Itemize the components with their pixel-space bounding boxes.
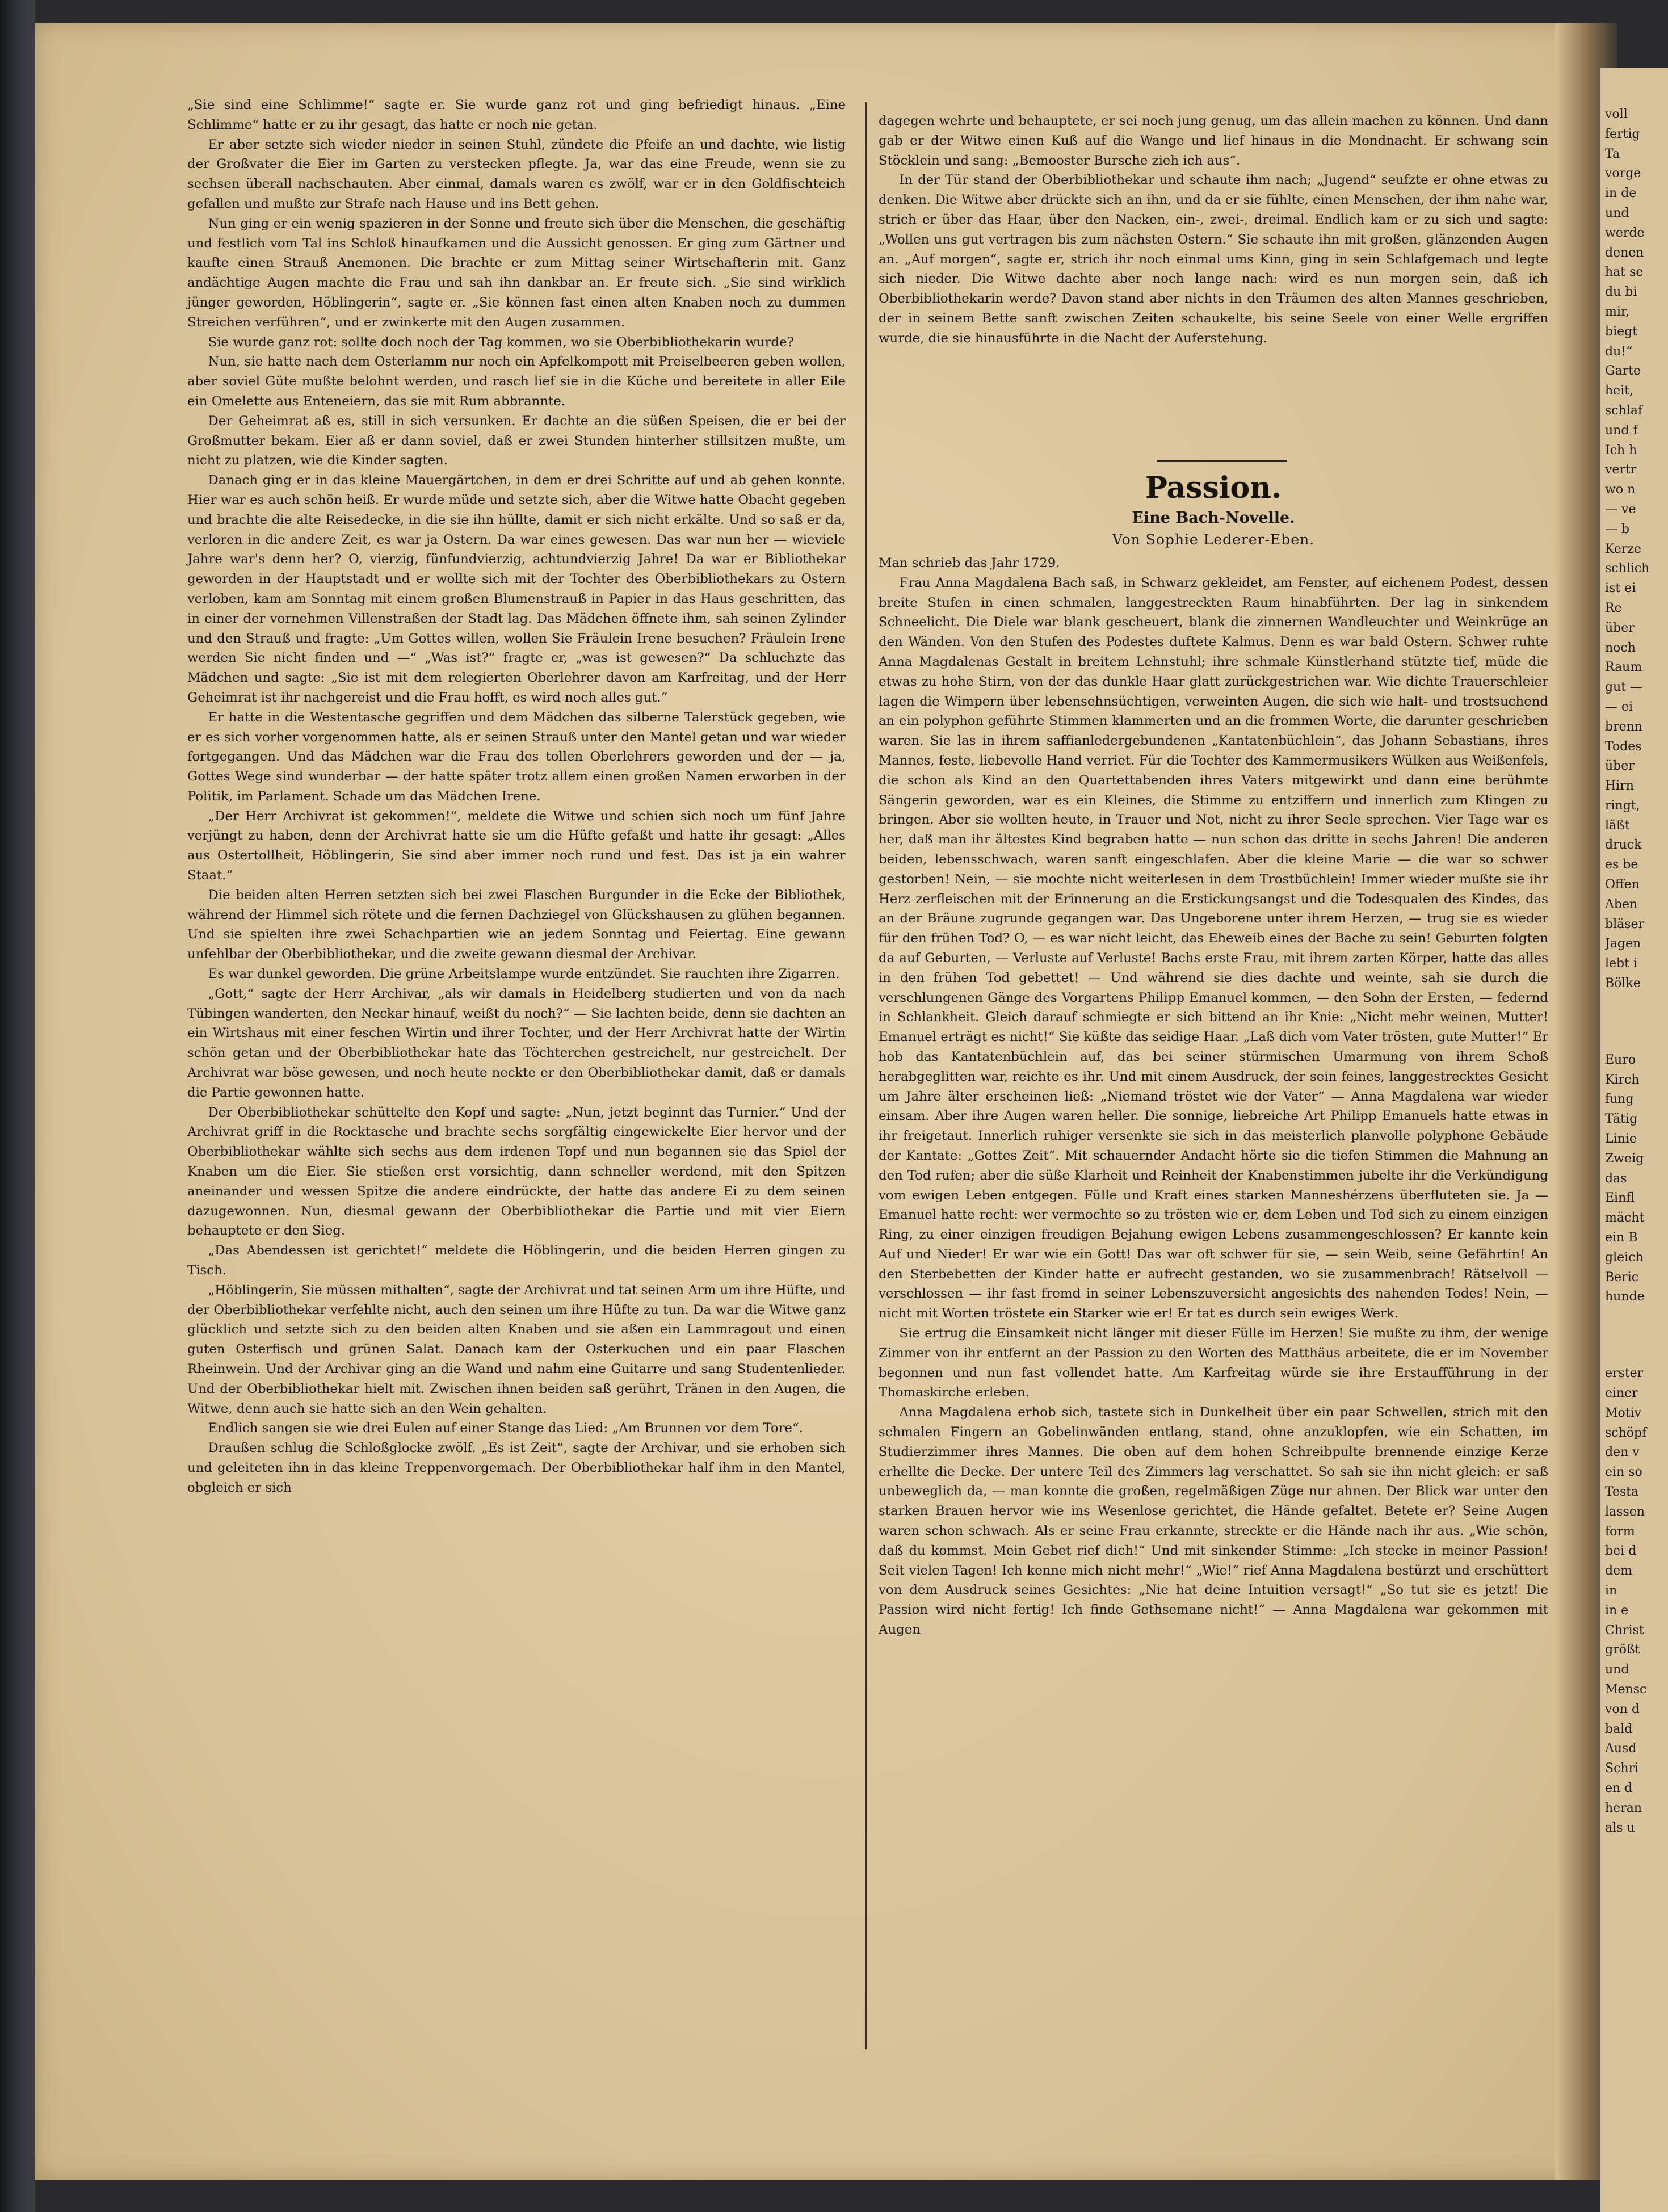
line-fragment: läßt xyxy=(1605,818,1630,833)
line-fragment: du bi xyxy=(1605,285,1637,300)
line-fragment: Bölke xyxy=(1605,976,1641,991)
book-binding-edge xyxy=(0,0,35,2212)
paragraph: Er aber setzte sich wieder nieder in seinen Stuhl, zündete die Pfeife an und dachte, wie listig der Großvater die Eier im Garten zu verstecken pflegte. Ja, war das eine Freude, wenn sie zu sechsen überall nachschauten. Aber einmal, damals waren es zwölf, war er in den Goldfischteich gefallen und mußte zur Strafe nach Hause und ins Bett gehen. xyxy=(187,137,846,211)
paragraph: Die beiden alten Herren setzten sich bei zwei Flaschen Burgunder in die Ecke der Bibliothek, während der Himmel sich rötete und die fernen Dachziegel von Glückshausen zu glühen begannen. Und sie spielten ihre zwei Schachpartien wie an jedem Sonntag und Feiertag. Eine gewann unfehlbar der Oberbibliothekar, und die zweite gewann diesmal der Archivar. xyxy=(187,887,846,962)
line-fragment: en d xyxy=(1605,1781,1633,1795)
line-fragment: Testa xyxy=(1605,1485,1639,1499)
line-fragment: und xyxy=(1605,205,1629,220)
line-fragment: hat se xyxy=(1605,265,1644,280)
paragraph: Danach ging er in das kleine Mauergärtchen, in dem er drei Schritte auf und ab gehen konnte. Hier war es auch schön heiß. Er wurde müde und setzte sich, aber die Witwe hatte Obacht gegeben und brachte die alte Reisedecke, in die sie ihn hüllte, damit er sich nicht erkälte. Und so saß er da, verloren in die andere Zeit, es war ja Ostern. Da war eines gewesen. Das war nun her — wieviele Jahre war's denn her? O, vierzig, fünfundvierzig, achtundvierzig Jahre! Da war er Bibliothekar geworden in der Hauptstadt und er wollte sich mit der Tochter des Oberbibliothekars zu Ostern verloben, kam am Sonntag mit einem großen Blumenstrauß in Papier in das Haus geschritten, das in einer der vornehmen Villenstraßen der Stadt lag. Das Mädchen öffnete ihm, sah seinen Zylinder und den Strauß und fragte: „Um Gottes willen, wollen Sie Fräulein Irene besuchen? Fräulein Irene werden Sie nicht finden und —“ „Was ist?“ fragte er, „was ist gewesen?“ Da schluchzte das Mädchen und sagte: „Sie ist mit dem relegierten Oberlehrer davon am Karfreitag, und der Herr Geheimrat ist ihr nachgereist und die Frau hofft, es wird noch alles gut.“ xyxy=(187,473,846,705)
line-fragment: Schri xyxy=(1605,1761,1639,1776)
line-fragment: druck xyxy=(1605,838,1642,853)
line-fragment: ein so xyxy=(1605,1465,1642,1480)
line-fragment: ein B xyxy=(1605,1231,1638,1245)
paragraph: Endlich sangen sie wie drei Eulen auf einer Stange das Lied: „Am Brunnen vor dem Tore“. xyxy=(208,1421,803,1436)
line-fragment: ringt, xyxy=(1605,798,1640,813)
line-fragment: Re xyxy=(1605,601,1622,615)
line-fragment: in de xyxy=(1605,186,1637,201)
line-fragment: fertig xyxy=(1605,127,1640,141)
line-fragment: denen xyxy=(1605,245,1644,260)
line-fragment: vorge xyxy=(1605,166,1641,181)
line-fragment: einer xyxy=(1605,1386,1638,1401)
line-fragment: — b xyxy=(1605,522,1630,536)
line-fragment: Linie xyxy=(1605,1132,1637,1147)
line-fragment: gleich xyxy=(1605,1250,1644,1265)
line-fragment: Todes xyxy=(1605,739,1642,754)
paragraph: Er hatte in die Westentasche gegriffen und dem Mädchen das silberne Talerstück gegeben, wie er es sich vorher vorgenommen hatte, als er seinen Strauß unter den Mantel getan und war wieder fortgegangen. Und das Mädchen war die Frau des tollen Oberlehrers geworden und der — ja, Gottes Wege sind wunderbar — der hatte später trotz allem einen großen Namen erworben in der Politik, im Parlament. Schade um das Mädchen Irene. xyxy=(187,710,846,804)
line-fragment: Kerze xyxy=(1605,542,1641,556)
line-fragment: Ausd xyxy=(1605,1741,1637,1756)
line-fragment: Zweig xyxy=(1605,1151,1644,1166)
line-fragment: gut — xyxy=(1605,680,1643,695)
line-fragment: du!“ xyxy=(1605,344,1633,359)
paragraph: „Der Herr Archivrat ist gekommen!“, meldete die Witwe und schien sich noch um fünf Jahre verjüngt zu haben, denn der Archivrat hatte sie um die Hüfte gefaßt und hatte ihr gesagt: „Alles aus Ostertollheit, Höblingerin, Sie sind aber immer noch rund und fest. Das ist ja ein wahrer Staat.“ xyxy=(187,808,846,883)
paragraph: Nun, sie hatte nach dem Osterlamm nur noch ein Apfelkompott mit Preiselbeeren geben wollen, aber soviel Güte mußte belohnt werden, und rasch lief sie in die Küche und bereitete in aller Eile ein Omelette aus Enteneiern, das sie mit Rum abbrannte. xyxy=(187,354,846,409)
article-title: Passion. xyxy=(1145,471,1282,505)
line-fragment: heit, xyxy=(1605,384,1634,398)
line-fragment: größt xyxy=(1605,1643,1640,1657)
line-fragment: schlich xyxy=(1605,561,1650,576)
line-fragment: heran xyxy=(1605,1800,1642,1815)
line-fragment: werde xyxy=(1605,225,1645,240)
line-fragment: über xyxy=(1605,620,1635,635)
line-fragment: hunde xyxy=(1605,1290,1645,1304)
line-fragment: lebt i xyxy=(1605,956,1638,971)
line-fragment: biegt xyxy=(1605,324,1638,339)
line-fragment: Mensc xyxy=(1605,1682,1647,1697)
line-fragment: Christ xyxy=(1605,1623,1644,1638)
paragraph: Frau Anna Magdalena Bach saß, in Schwarz gekleidet, am Fenster, auf eichenem Podest, dessen breite Stufen in einen schmalen, langgestreckten Raum hinabführten. Der lag in sinkendem Schneelicht. Die Diele war blank gescheuert, blank die zinnernen Wandleuchter und Weinkrüge an den Wänden. Von den Stufen des Podestes duftete Kalmus. Denn es war bald Ostern. Schwer ruhte Anna Magdalenas Gestalt in breitem Lehnstuhl; ihre schmale Künstlerhand stützte tief, müde die etwas zu hohe Stirn, von der das dunkle Haar glatt zurückgestrichen war. Wie dichte Trauerschleier lagen die Wimpern über lebensehnsüchtigen, verweinten Augen, die sich wie halt- und trostsuchend an ein polyphon geführte Stimmen klammerten und an die frommen Worte, die darunter geschrieben waren. Sie las in ihrem saffianledergebundenen „Kantatenbüchlein“, das Johann Sebastians, ihres Mannes, feste, liebevolle Hand verriet. Für die Tochter des Kammermusikers Wülken aus Weißenfels, die schon als Kind an den Quartettabenden ihres Vaters mitgewirkt und dann eine berühmte Sängerin geworden, war es ein Kleines, die Stimme zu entziffern und innerlich zum Klingen zu bringen. Aber sie wollten heute, in Trauer und Not, nicht zu ihrer Seele sprechen. Vier Tage war es her, daß man ihr ältestes Kind begraben hatte — nun schon das dritte in sechs Jahren! Die anderen beiden, lebensschwach, waren sanft eingeschlafen. Aber die kleine Marie — die war so schwer gestorben! Nein, — sie mochte nicht weiterlesen in dem Trostbüchlein! Immer wieder mußte sie ihr Herz zerfleischen mit der Erinnerung an die Erstickungsangst und die Todesqualen des Kindes, das an der Bräune zugrunde gegangen war. Das Ungeborene unter ihrem Herzen, — trug sie es wieder für den frühen Tod? O, — es war nicht leicht, das Eheweib eines der Bache zu sein! Geburten folgten da auf Geburten, — Verluste auf Verluste! Bachs erste Frau, mit ihrem zarten Körper, hatte das alles in den frühen Tod gebettet! — Und während sie dies dachte und weinte, sah sie durch die verschlungenen Gänge des Vorgartens Philipp Emanuel kommen, — den Sohn der Ersten, — federnd in Schlankheit. Gleich darauf schmiegte er sich bittend an ihr Knie: „Nicht mehr weinen, Mutter! Emanuel erträgt es nicht!“ Sie küßte das seidige Haar. „Laß dich vom Vater trösten, gute Mutter!“ Er hob das Kantatenbüchlein auf, das bei seiner stürmischen Umarmung von ihrem Schoß herabgeglitten war, reichte es ihr. Und mit einem Ausdruck, der sein feines, langgestrecktes Gesicht um Jahre älter erscheinen ließ: „Niemand tröstet wie der Vater“ — Anna Magdalena war wieder einsam. Aber ihre Augen waren heller. Die sonnige, liebreiche Art Philipp Emanuels hatte etwas in ihr freigetaut. Innerlich ruhiger versenkte sie sich in das meisterlich planvolle polyphone Gebäude der Kantate: „Gottes Zeit“. Mit schauernder Andacht hörte sie die tiefen Stimmen die Mahnung an den Tod rufen; aber die süße Klarheit und Reinheit der Knabenstimmen jubelte ihr die Verkündigung vom ewigen Leben entgegen. Fülle und Kraft eines starken Manneshérzens überfluteten sie. Ja — Emanuel hatte recht: wer vermochte so zu trösten wie er, dem Leben und Tod sich zu einem einzigen Ring, zu einer einzigen freudigen Bejahung ewigen Lebens zusammengeschlossen? Er kannte kein Auf und Nieder! Er war wie ein Gott! Das war oft schwer für sie, — sein Weib, seine Gefährtin! An den Sterbebetten der Kinder hatte er aufrecht gestanden, wo sie zusammenbrach! Rätselvoll — verschlossen — ihr fast fremd in seiner Lebenszuversicht angesichts des nahenden Todes! Nein, — nicht mit Worten tröstete ein Starker wie er! Er tat es durch sein ewiges Werk. xyxy=(879,575,1548,1321)
line-fragment: dem xyxy=(1605,1564,1632,1579)
line-fragment: Beric xyxy=(1605,1270,1639,1285)
line-fragment: — ve xyxy=(1605,502,1636,517)
paragraph: Sie ertrug die Einsamkeit nicht länger mit dieser Fülle im Herzen! Sie mußte zu ihm, der wenige Zimmer von ihr entfernt an der Passion zu den Worten des Matthäus arbeitete, die er im November begonnen und nun fast vollendet hatte. Am Karfreitag würde sie ihre Erstaufführung in der Thomaskirche erleben. xyxy=(879,1326,1548,1400)
line-fragment: den v xyxy=(1605,1445,1640,1460)
paragraph: In der Tür stand der Oberbibliothekar und schaute ihm nach; „Jugend“ seufzte er ohne etwas zu denken. Die Witwe aber drückte sich an ihn, und da er sie fühlte, einen Menschen, der ihm nahe war, strich er über das Haar, über den Nacken, ein-, zwei-, dreimal. Endlich kam er zu sich und sagte: „Wollen uns gut vertragen bis zum nächsten Ostern.“ Sie schaute ihn mit großen, glänzenden Augen an. „Auf morgen“, sagte er, strich ihr noch einmal ums Kinn, ging in sein Schlafgemach und legte sich nieder. Die Witwe dachte aber noch lange nach: wird es nun morgen sein, daß ich Oberbibliothekarin werde? Davon stand aber nichts in den Träumen des alten Mannes geschrieben, der in seinem Bette sanft zwischen Zeiten schaukelte, bis seine Seele von einer Welle ergriffen wurde, die sie hinausführte in die Nacht der Auferstehung. xyxy=(879,173,1548,346)
line-fragment: fung xyxy=(1605,1092,1634,1107)
line-fragment: Aben xyxy=(1605,897,1638,912)
paragraph: dagegen wehrte und behauptete, er sei noch jung genug, um das allein machen zu können. Und dann gab er der Witwe einen Kuß auf die Wange und lief hinaus in die Mondnacht. Er schwang sein Stöcklein und sang: „Bemooster Bursche zieh ich aus“. xyxy=(879,114,1548,168)
line-fragment: das xyxy=(1605,1171,1627,1186)
paragraph: Der Oberbibliothekar schüttelte den Kopf und sagte: „Nun, jetzt beginnt das Turnier.“ Und der Archivrat griff in die Rocktasche und brachte sechs sorgfältig eingewickelte Eier hervor und der Oberbibliothekar wählte sich sechs aus dem irdenen Topf und nun begannen sie das Spiel der Knaben um die Eier. Sie stießen erst vorsichtig, dann schneller werdend, mit den Spitzen aneinander und wessen Spitze die andere eindrückte, der hatte das andere Ei zu dem seinen dazugewonnen. Nun, diesmal gewann der Oberbibliothekar die Partie und mit vier Eiern behauptete er den Sieg. xyxy=(187,1105,846,1239)
line-fragment: schlaf xyxy=(1605,403,1643,418)
paragraph: Draußen schlug die Schloßglocke zwölf. „Es ist Zeit“, sagte der Archivar, und sie erhoben sich und geleiteten ihn in das kleine Treppenvorgemach. Der Oberbibliothekar half ihm in den Mantel, obgleich er sich xyxy=(187,1441,846,1495)
section-separator-rule xyxy=(1157,460,1287,462)
line-fragment: bald xyxy=(1605,1722,1633,1736)
line-fragment: Euro xyxy=(1605,1052,1636,1067)
line-fragment: Tätig xyxy=(1605,1112,1638,1127)
article-byline: Von Sophie Lederer-Eben. xyxy=(1112,531,1315,548)
line-fragment: in xyxy=(1605,1583,1617,1598)
paragraph: „Höblingerin, Sie müssen mithalten“, sagte der Archivrat und tat seinen Arm um ihre Hüfte, und der Oberbibliothekar verfehlte nicht, auch den seinen um ihre Hüfte zu tun. Da war die Witwe ganz glücklich und setzte sich zu den beiden alten Knaben und sie aßen ein Lammragout und einen guten Osterfisch und grünen Salat. Danach kam der Osterkuchen und ein paar Flaschen Rheinwein. Und der Archivar ging an die Wand und nahm eine Guitarre und sang Studentenlieder. Und der Oberbibliothekar hielt mit. Zwischen ihnen beiden saß gerührt, Tränen in den Augen, die Witwe, denn auch sie hatte sich an den Wein gehalten. xyxy=(187,1282,846,1416)
line-fragment: erster xyxy=(1605,1366,1644,1381)
line-fragment: bläser xyxy=(1605,917,1645,931)
line-fragment: lassen xyxy=(1605,1504,1645,1519)
line-fragment: ist ei xyxy=(1605,581,1636,596)
paragraph: Man schrieb das Jahr 1729. xyxy=(879,556,1060,570)
paragraph: Sie wurde ganz rot: sollte doch noch der Tag kommen, wo sie Oberbibliothekarin wurde? xyxy=(208,334,794,350)
line-fragment: in e xyxy=(1605,1603,1629,1618)
fragment-gap xyxy=(1605,994,1668,1051)
article-subtitle: Eine Bach-Novelle. xyxy=(1132,509,1295,527)
paragraph: Der Geheimrat aß es, still in sich versunken. Er dachte an die süßen Speisen, die er bei der Großmutter bekam. Eier aß er dann soviel, daß er zwei Stunden hinterher stillsitzen mußte, um nicht zu platzen, wie die Kinder sagten. xyxy=(187,413,846,468)
line-fragment: voll xyxy=(1605,107,1628,121)
line-fragment: Jagen xyxy=(1605,937,1641,951)
line-fragment: als u xyxy=(1605,1820,1635,1835)
line-fragment: und xyxy=(1605,1663,1629,1677)
paragraph: Es war dunkel geworden. Die grüne Arbeitslampe wurde entzündet. Sie rauchten ihre Zigarren. xyxy=(208,967,840,982)
article-body-text xyxy=(879,553,1548,1640)
line-fragment: Ta xyxy=(1605,146,1620,161)
left-column-text xyxy=(187,95,846,1498)
facing-page-fragments xyxy=(1605,105,1668,1838)
line-fragment: es be xyxy=(1605,858,1638,872)
line-fragment: wo n xyxy=(1605,482,1636,497)
line-fragment: schöpf xyxy=(1605,1425,1647,1440)
line-fragment: form xyxy=(1605,1524,1635,1539)
line-fragment: Offen xyxy=(1605,878,1640,892)
line-fragment: — ei xyxy=(1605,699,1633,714)
line-fragment: und f xyxy=(1605,423,1638,438)
line-fragment: noch xyxy=(1605,640,1636,655)
fragment-gap xyxy=(1605,1307,1668,1364)
line-fragment: bei d xyxy=(1605,1544,1637,1559)
line-fragment: mir, xyxy=(1605,304,1629,319)
middle-column-continued-text xyxy=(879,111,1548,349)
line-fragment: über xyxy=(1605,759,1635,774)
line-fragment: von d xyxy=(1605,1702,1640,1716)
column-divider xyxy=(865,102,867,2049)
paragraph: „Das Abendessen ist gerichtet!“ meldete die Höblingerin, und die beiden Herren gingen zu Tisch. xyxy=(187,1243,846,1278)
line-fragment: Kirch xyxy=(1605,1072,1640,1087)
line-fragment: mächt xyxy=(1605,1211,1645,1225)
line-fragment: Hirn xyxy=(1605,779,1634,794)
paragraph: Nun ging er ein wenig spazieren in der Sonne und freute sich über die Menschen, die geschäftig und festlich vom Tal ins Schloß hinaufkamen und die Aussicht genossen. Er ging zum Gärtner und kaufte einen Strauß Anemonen. Die brachte er zum Mittag seiner Wirtschafterin mit. Ganz andächtige Augen machte die Frau und sah ihn dankbar an. Er freute sich. „Sie sind wirklich jünger geworden, Höblingerin“, sagte er. „Sie können fast einen alten Knaben noch zu dummen Streichen verführen“, und er zwinkerte mit den Augen zusammen. xyxy=(187,216,846,330)
line-fragment: Raum xyxy=(1605,660,1642,675)
paragraph: „Sie sind eine Schlimme!“ sagte er. Sie wurde ganz rot und ging befriedigt hinaus. „Eine Schlimme“ hatte er zu ihr gesagt, das hatte er noch nie getan. xyxy=(187,98,846,132)
line-fragment: Einfl xyxy=(1605,1191,1635,1206)
paragraph: Anna Magdalena erhob sich, tastete sich in Dunkelheit über ein paar Schwellen, strich mit den schmalen Fingern an Gobelinwänden entlang, stand, ohne anzuklopfen, wie ein Schatten, im Studierzimmer ihres Mannes. Die oben auf dem hohen Schreibpulte brennende einzige Kerze erhellte die Decke. Der untere Teil des Zimmers lag verschattet. So sah sie ihn nicht gleich: er saß unbeweglich da, — man konnte die großen, regelmäßigen Züge nur ahnen. Der Blick war unter den starken Brauen hervor wie ins Wesenlose gerichtet, die Hände gefaltet. Betete er? Seine Augen waren schon schwach. Als er seine Frau erkannte, streckte er die Hände nach ihr aus. „Wie schön, daß du kommst. Mein Gebet rief dich!“ Und mit sinkender Stimme: „Ich stecke in meiner Passion! Seit vielen Tagen! Ich kenne mich nicht mehr!“ „Wie!“ rief Anna Magdalena bestürzt und erschüttert von dem Ausdruck seines Gesichtes: „Nie hat deine Intuition versagt!“ „So tut sie es jetzt! Die Passion wird nicht fertig! Ich finde Gethsemane nicht!“ — Anna Magdalena war gekommen mit Augen xyxy=(879,1405,1548,1638)
line-fragment: Motiv xyxy=(1605,1405,1642,1420)
line-fragment: Ich h xyxy=(1605,443,1637,457)
line-fragment: Garte xyxy=(1605,364,1641,379)
line-fragment: vertr xyxy=(1605,463,1637,477)
line-fragment: brenn xyxy=(1605,719,1642,734)
paragraph: „Gott,“ sagte der Herr Archivar, „als wir damals in Heidelberg studierten und von da nach Tübingen wanderten, den Neckar hinauf, weißt du noch?“ — Sie lachten beide, denn sie dachten an ein Wirtshaus mit einer feschen Wirtin und ihrer Tochter, und der Herr Archivrat hatte der Wirtin schön getan und der Oberbibliothekar hate das Töchterchen gestreichelt, nur gestreichelt. Der Archivrat war böse gewesen, und noch heute neckte er den Oberbibliothekar damit, daß er damals die Partie gewonnen hatte. xyxy=(187,986,846,1100)
